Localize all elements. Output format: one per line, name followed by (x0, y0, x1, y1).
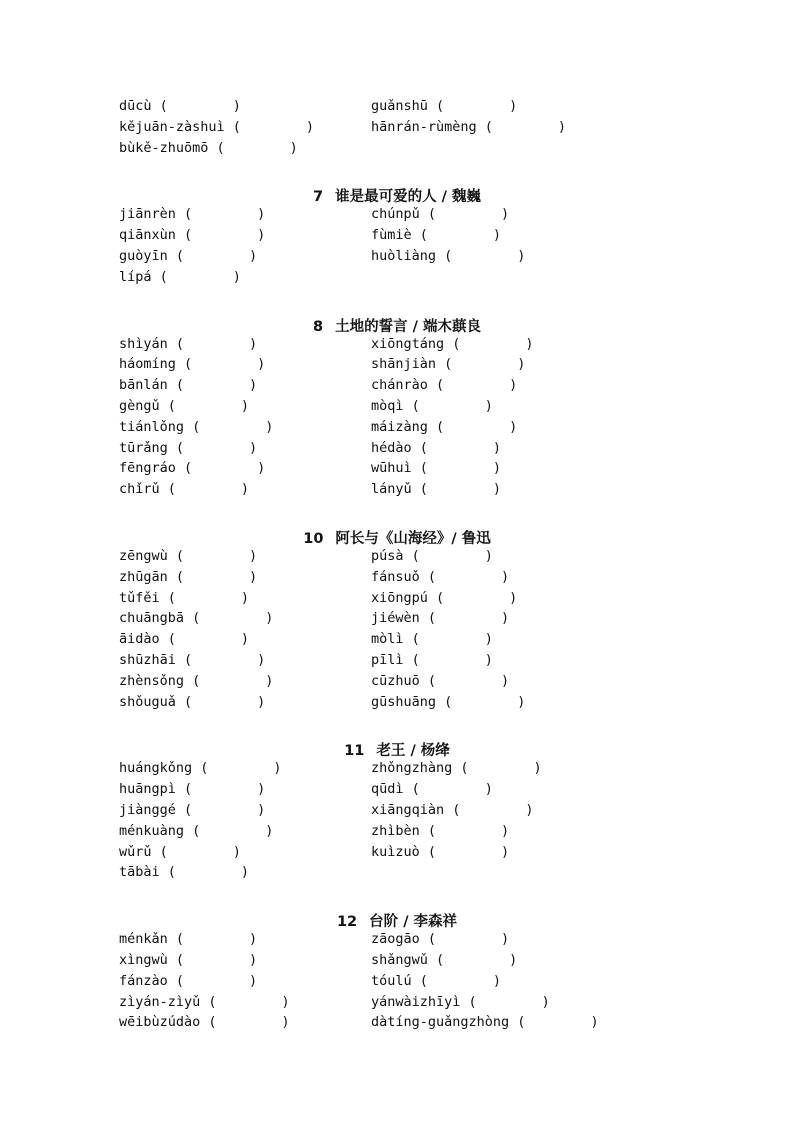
section-title: 阿长与《山海经》/ 鲁迅 (335, 531, 491, 547)
pinyin-item: tūrǎng ( ) (119, 439, 258, 456)
pinyin-item: dàtíng-guǎngzhòng ( ) (371, 1014, 599, 1031)
pinyin-item: huāngpì ( ) (119, 781, 266, 798)
pinyin-item: wǔrǔ ( ) (119, 843, 241, 860)
pinyin-item: shūzhāi ( ) (119, 652, 266, 668)
section-title: 谁是最可爱的人 / 魏巍 (335, 189, 481, 206)
pinyin-item: fánsuǒ ( ) (371, 568, 510, 585)
pinyin-item: xiōngtáng ( ) (371, 335, 534, 352)
pinyin-item: cūzhuō ( ) (371, 672, 510, 689)
pinyin-item: xìngwù ( ) (119, 952, 258, 968)
section-number: 7 (313, 189, 324, 206)
pinyin-item: zēngwù ( ) (119, 548, 258, 564)
pinyin-item: fùmiè ( ) (371, 227, 502, 244)
pinyin-item: hédào ( ) (371, 439, 502, 456)
pinyin-item: xiōngpú ( ) (371, 589, 518, 606)
pinyin-item: zhìbèn ( ) (371, 822, 510, 839)
pinyin-item: tǔfěi ( ) (119, 589, 250, 606)
pinyin-item: tābài ( ) (119, 864, 250, 881)
pinyin-item: guòyīn ( ) (119, 248, 258, 264)
pinyin-item: háomíng ( ) (119, 356, 266, 373)
pinyin-item: xiāngqiàn ( ) (371, 802, 534, 818)
pinyin-item: ménkǎn ( ) (119, 931, 258, 948)
pinyin-item: bùkě-zhuōmō ( ) (119, 139, 298, 156)
pinyin-item: zìyán-zìyǔ ( ) (119, 993, 290, 1010)
pinyin-item: jiànggé ( ) (119, 802, 266, 818)
pinyin-item: chánrào ( ) (371, 377, 518, 394)
pinyin-item: guǎnshū ( ) (371, 98, 518, 114)
pinyin-item: yánwàizhīyì ( ) (371, 993, 550, 1010)
pinyin-item: zhǒngzhàng ( ) (371, 760, 542, 777)
pinyin-item: jiānrèn ( ) (119, 206, 266, 223)
section-number: 11 (344, 743, 365, 760)
pinyin-item: lípá ( ) (119, 268, 241, 285)
pinyin-item: lányǔ ( ) (371, 481, 502, 498)
pinyin-item: máizàng ( ) (371, 418, 518, 435)
pinyin-item: shǒuguǎ ( ) (119, 693, 266, 710)
pinyin-item: huángkǒng ( ) (119, 760, 282, 777)
pinyin-item: qūdì ( ) (371, 781, 493, 798)
pinyin-item: tóulú ( ) (371, 972, 502, 989)
pinyin-item: hānrán-rùmèng ( ) (371, 118, 567, 135)
pinyin-item: dūcù ( ) (119, 98, 241, 114)
pinyin-item: bānlán ( ) (119, 377, 258, 394)
pinyin-item: huòliàng ( ) (371, 248, 526, 264)
pinyin-item: fēngráo ( ) (119, 460, 266, 477)
section-number: 8 (313, 318, 324, 335)
pinyin-item: shìyán ( ) (119, 335, 258, 352)
pinyin-item: chǐrǔ ( ) (119, 481, 250, 498)
pinyin-item: wēibùzúdào ( ) (119, 1014, 290, 1031)
pinyin-item: zāogāo ( ) (371, 931, 510, 948)
pinyin-item: āidào ( ) (119, 631, 250, 648)
pinyin-item: mòlì ( ) (371, 631, 493, 648)
pinyin-item: tiánlǒng ( ) (119, 418, 274, 435)
pinyin-item: pīlì ( ) (371, 652, 493, 668)
pinyin-item: shǎngwǔ ( ) (371, 952, 518, 968)
pinyin-item: gèngǔ ( ) (119, 398, 250, 414)
section-number: 10 (303, 531, 324, 547)
pinyin-item: jiéwèn ( ) (371, 610, 510, 627)
pinyin-item: wūhuì ( ) (371, 460, 502, 477)
section-number: 12 (336, 914, 358, 931)
pinyin-item: zhūgān ( ) (119, 568, 258, 585)
pinyin-item: kějuān-zàshuì ( ) (119, 118, 315, 135)
pinyin-item: zhènsǒng ( ) (119, 672, 274, 689)
pinyin-item: ménkuàng ( ) (119, 822, 274, 839)
section-title: 土地的誓言 / 端木蕻良 (335, 318, 481, 335)
pinyin-item: fánzào ( ) (119, 972, 258, 989)
pinyin-item: púsà ( ) (371, 548, 493, 564)
section-title: 台阶 / 李森祥 (369, 914, 458, 931)
pinyin-item: chúnpǔ ( ) (371, 206, 510, 223)
pinyin-item: qiānxùn ( ) (119, 227, 266, 244)
pinyin-item: mòqì ( ) (371, 398, 493, 414)
pinyin-item: chuāngbā ( ) (119, 610, 274, 627)
pinyin-item: shānjiàn ( ) (371, 356, 526, 373)
pinyin-item: kuìzuò ( ) (371, 843, 510, 860)
pinyin-item: gūshuāng ( ) (371, 693, 526, 710)
section-title: 老王 / 杨绛 (376, 743, 450, 760)
